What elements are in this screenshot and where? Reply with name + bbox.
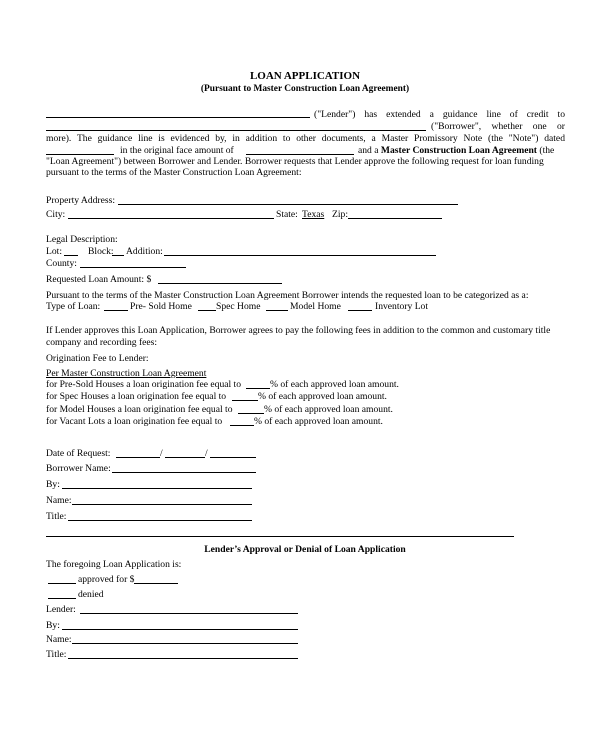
type-checkbox-presold[interactable] xyxy=(104,310,128,311)
county-field[interactable] xyxy=(80,267,186,268)
lender-by-label: By: xyxy=(46,620,60,631)
page-title: LOAN APPLICATION xyxy=(249,70,361,82)
intro-line-5: "Loan Agreement") between Borrower and Lender. Borrower requests that Lender approve the following request for loan funding xyxy=(46,156,544,167)
intro-line-4b xyxy=(358,145,554,156)
county-label: County: xyxy=(46,258,77,269)
origination-fee-label: Origination Fee to Lender: xyxy=(46,353,149,364)
borrower-name-label: Borrower Name: xyxy=(46,463,111,474)
approval-heading: Lender’s Approval or Denial of Loan Application xyxy=(204,544,406,555)
borrower-by-field[interactable] xyxy=(62,488,252,489)
type-checkbox-spec[interactable] xyxy=(198,310,216,311)
borrower-title-field[interactable] xyxy=(68,520,252,521)
intro-line-6: pursuant to the terms of the Master Construction Loan Agreement: xyxy=(46,167,302,178)
type-of-loan-label: Type of Loan: xyxy=(46,301,101,312)
fee-row-model-field[interactable] xyxy=(238,413,264,414)
denied-checkbox-line[interactable] xyxy=(48,598,76,599)
date-year-field[interactable] xyxy=(210,457,256,458)
block-label: Block: xyxy=(88,246,114,257)
city-label: City: xyxy=(46,209,66,220)
date-month-field[interactable] xyxy=(116,457,160,458)
intro-the: (the xyxy=(539,145,555,156)
section-divider xyxy=(46,536,514,537)
type-option-inventory: Inventory Lot xyxy=(375,301,429,312)
lender-title-label: Title: xyxy=(46,649,67,660)
zip-label: Zip: xyxy=(332,209,348,220)
fee-row-spec-suffix: % of each approved loan amount. xyxy=(258,391,387,402)
property-address-label: Property Address: xyxy=(46,195,116,206)
fee-row-spec-field[interactable] xyxy=(232,400,258,401)
fee-row-presold-label: for Pre-Sold Houses a loan origination fee equal to xyxy=(46,379,242,390)
face-amount-line[interactable] xyxy=(246,154,354,155)
fee-row-vacant-field[interactable] xyxy=(230,425,254,426)
type-option-model: Model Home xyxy=(290,301,341,312)
note-date-line[interactable] xyxy=(46,154,114,155)
borrower-title-label: Title: xyxy=(46,511,67,522)
categorize-text: Pursuant to the terms of the Master Construction Loan Agreement Borrower intends the requested loan to be categorized as a: xyxy=(46,290,529,301)
fee-row-vacant-suffix: % of each approved loan amount. xyxy=(254,416,383,427)
lot-label: Lot: xyxy=(46,246,62,257)
intro-line-1: ("Lender") has extended a guidance line of credit to xyxy=(314,109,565,120)
fee-row-presold-field[interactable] xyxy=(246,388,270,389)
type-checkbox-model[interactable] xyxy=(266,310,288,311)
addition-label: Addition: xyxy=(126,246,163,257)
borrower-by-label: By: xyxy=(46,479,60,490)
borrower-name-sig-field[interactable] xyxy=(72,504,252,505)
fee-row-vacant-label: for Vacant Lots a loan origination fee equal to xyxy=(46,416,223,427)
date-of-request-label: Date of Request: xyxy=(46,448,111,459)
lender-field[interactable] xyxy=(80,613,298,614)
fees-text-2: company and recording fees: xyxy=(46,337,158,348)
lot-field[interactable] xyxy=(64,255,78,256)
type-option-presold: Pre- Sold Home xyxy=(130,301,192,312)
state-value: Texas xyxy=(302,209,325,220)
requested-amount-label: Requested Loan Amount: $ xyxy=(46,274,152,285)
intro-line-4a: in the original face amount of xyxy=(120,145,234,156)
addition-field[interactable] xyxy=(164,255,436,256)
denied-label: denied xyxy=(78,589,104,600)
city-field[interactable] xyxy=(68,218,274,219)
lender-name-field[interactable] xyxy=(72,643,298,644)
date-slash-2: / xyxy=(205,448,208,459)
lender-label: Lender: xyxy=(46,604,76,615)
foregoing-text: The foregoing Loan Application is: xyxy=(46,559,182,570)
lender-title-field[interactable] xyxy=(68,658,298,659)
borrower-name-field[interactable] xyxy=(112,472,256,473)
intro-and-a: and a xyxy=(358,145,379,156)
legal-description-label: Legal Description: xyxy=(46,234,118,245)
zip-field[interactable] xyxy=(348,218,442,219)
fee-row-model-suffix: % of each approved loan amount. xyxy=(264,404,393,415)
type-checkbox-inventory[interactable] xyxy=(348,310,372,311)
type-option-spec: Spec Home xyxy=(216,301,261,312)
approved-amount-field[interactable] xyxy=(134,583,178,584)
borrower-name-sig-label: Name: xyxy=(46,495,72,506)
lender-name-label: Name: xyxy=(46,634,72,645)
approved-checkbox-line[interactable] xyxy=(48,583,76,584)
block-field[interactable] xyxy=(112,255,124,256)
lender-by-field[interactable] xyxy=(62,629,298,630)
borrower-name-line[interactable] xyxy=(46,130,426,131)
fee-row-presold-suffix: % of each approved loan amount. xyxy=(270,379,399,390)
requested-amount-field[interactable] xyxy=(158,283,282,284)
fee-row-spec-label: for Spec Houses a loan origination fee equal to xyxy=(46,391,227,402)
intro-line-2: ("Borrower", whether one or xyxy=(431,121,565,132)
date-day-field[interactable] xyxy=(165,457,205,458)
per-master-agreement: Per Master Construction Loan Agreement xyxy=(46,368,207,379)
fee-row-model-label: for Model Houses a loan origination fee equal to xyxy=(46,404,233,415)
intro-line-3: more). The guidance line is evidenced by, in addition to other documents, a Master Promissory Note (the "Note") dated xyxy=(46,133,565,144)
page-subtitle: (Pursuant to Master Construction Loan Agreement) xyxy=(200,84,410,94)
date-slash-1: / xyxy=(160,448,163,459)
fees-text-1: If Lender approves this Loan Application, Borrower agrees to pay the following fees in addition to the common and customary title xyxy=(46,325,551,336)
state-label: State: xyxy=(276,209,298,220)
lender-name-line[interactable] xyxy=(46,117,310,118)
approved-for-label: approved for $ xyxy=(78,574,135,585)
property-address-field[interactable] xyxy=(118,204,458,205)
intro-master-agreement: Master Construction Loan Agreement xyxy=(380,145,537,156)
